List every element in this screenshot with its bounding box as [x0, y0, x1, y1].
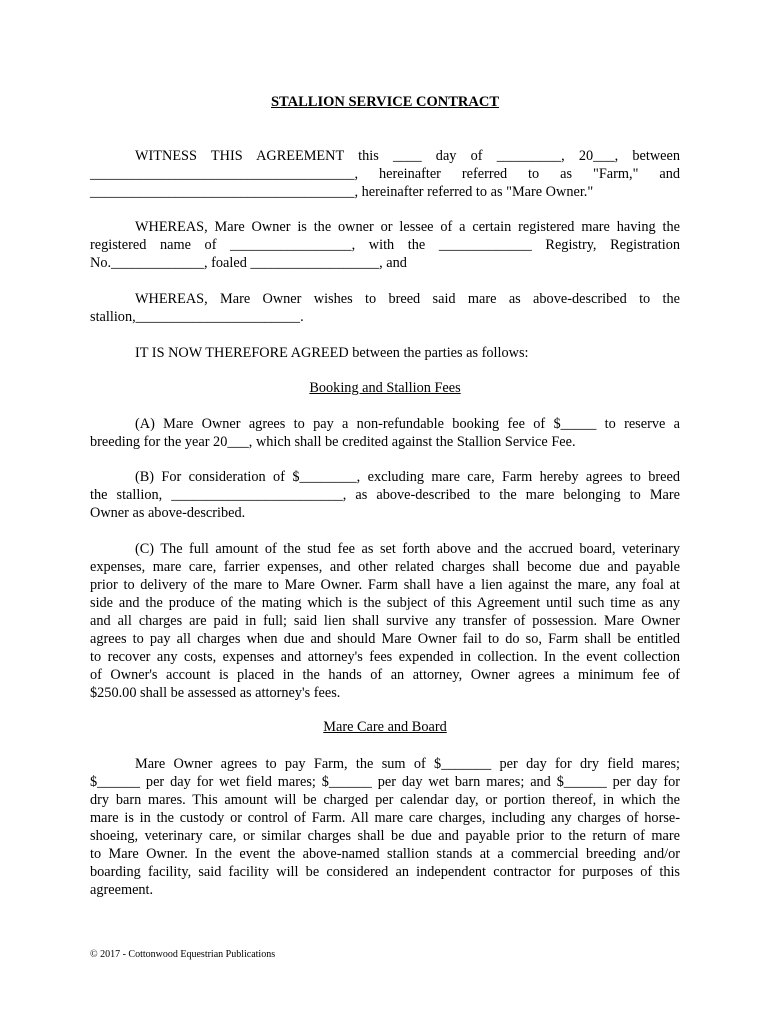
whereas-paragraph-1	[90, 218, 680, 272]
mare-care-line-5: shoeing, veterinary care, or similar charges shall be due and payable prior to the return of mare	[90, 828, 680, 844]
clause-c-line-4: side and the produce of the mating which is the subject of this Agreement until such time as any	[90, 595, 680, 611]
clause-b-paragraph	[90, 468, 680, 522]
whereas-paragraph-2	[90, 290, 680, 326]
mare-care-line-7: boarding facility, said facility will be considered an independent contractor for purposes of this	[90, 864, 680, 880]
whereas1-line-2: registered name of _________________, with the _____________ Registry, Registration	[90, 237, 680, 253]
clause-c-line-8: of Owner's account is placed in the hands of an attorney, Owner agrees a minimum fee of	[90, 667, 680, 683]
agreed-paragraph	[90, 344, 680, 362]
mare-care-line-3: dry barn mares. This amount will be charged per calendar day, or portion thereof, in which the	[90, 792, 680, 808]
booking-fees-heading: Booking and Stallion Fees	[309, 380, 461, 396]
witness-line-2: _____________________________________, hereinafter referred to as "Farm," and	[90, 166, 680, 182]
clause-c-line-9: $250.00 shall be assessed as attorney's fees.	[90, 685, 341, 701]
agreed-line: IT IS NOW THEREFORE AGREED between the parties as follows:	[135, 345, 529, 361]
clause-c-line-1: (C) The full amount of the stud fee as set forth above and the accrued board, veterinary	[135, 541, 680, 557]
clause-b-line-3: Owner as above-described.	[90, 505, 246, 521]
witness-line-3: _____________________________________, hereinafter referred to as "Mare Owner."	[90, 184, 594, 200]
clause-b-line-2: the stallion, ________________________, as above-described to the mare belonging to Mare	[90, 487, 680, 503]
clause-c-line-7: to recover any costs, expenses and attorney's fees expended in collection. In the event collection	[90, 649, 680, 665]
clause-a-line-1: (A) Mare Owner agrees to pay a non-refundable booking fee of $_____ to reserve a	[135, 416, 680, 432]
clause-a-line-2: breeding for the year 20___, which shall be credited against the Stallion Service Fee.	[90, 434, 576, 450]
clause-c-line-2: expenses, mare care, farrier expenses, and other related charges shall become due and payable	[90, 559, 680, 575]
copyright-footer: © 2017 - Cottonwood Equestrian Publications	[90, 949, 276, 960]
whereas2-line-2: stallion,_______________________.	[90, 309, 304, 325]
mare-care-line-1: Mare Owner agrees to pay Farm, the sum of $_______ per day for dry field mares;	[135, 756, 680, 772]
clause-c-line-6: agrees to pay all charges when due and should Mare Owner fail to do so, Farm shall be entitled	[90, 631, 680, 647]
mare-care-line-8: agreement.	[90, 882, 154, 898]
clause-c-paragraph	[90, 540, 680, 702]
witness-line-1: WITNESS THIS AGREEMENT this ____ day of _________, 20___, between	[135, 148, 680, 164]
clause-c-line-3: prior to delivery of the mare to Mare Owner. Farm shall have a lien against the mare, any foal at	[90, 577, 680, 593]
mare-care-line-2: $______ per day for wet field mares; $______ per day wet barn mares; and $______ per day for	[90, 774, 680, 790]
mare-care-paragraph	[90, 755, 680, 899]
mare-care-heading: Mare Care and Board	[323, 719, 447, 735]
clause-b-line-1: (B) For consideration of $________, excluding mare care, Farm hereby agrees to breed	[135, 469, 680, 485]
clause-a-paragraph	[90, 415, 680, 451]
whereas2-line-1: WHEREAS, Mare Owner wishes to breed said mare as above-described to the	[135, 291, 680, 307]
witness-paragraph	[90, 147, 680, 201]
whereas1-line-3: No._____________, foaled __________________, and	[90, 255, 407, 271]
clause-c-line-5: and all charges are paid in full; said lien shall survive any transfer of possession. Mare Owner	[90, 613, 680, 629]
whereas1-line-1: WHEREAS, Mare Owner is the owner or lessee of a certain registered mare having the	[135, 219, 680, 235]
mare-care-line-6: to Mare Owner. In the event the above-named stallion stands at a commercial breeding and/or	[90, 846, 680, 862]
mare-care-line-4: mare is in the custody or control of Farm. All mare care charges, including any charges of horse-	[90, 810, 680, 826]
document-title: STALLION SERVICE CONTRACT	[270, 94, 500, 110]
